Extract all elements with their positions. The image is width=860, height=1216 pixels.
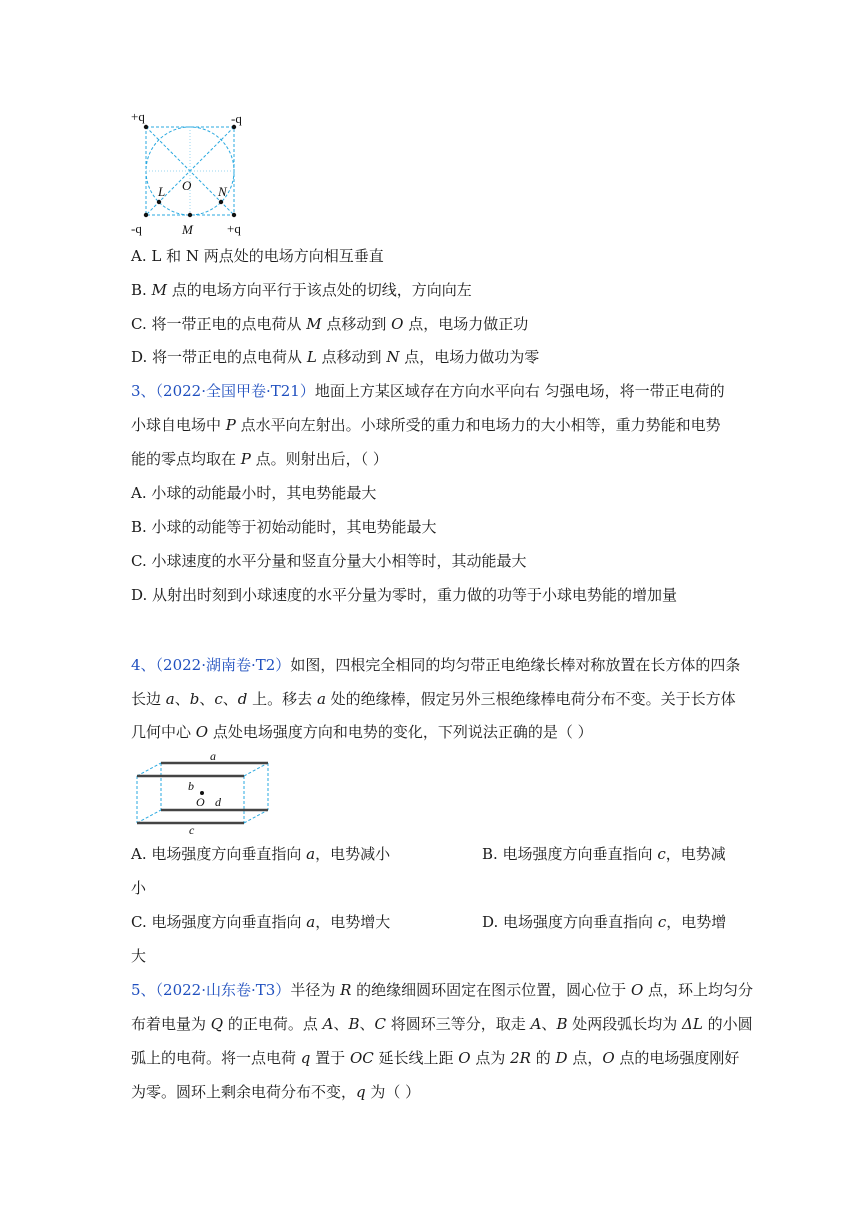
q3-stem-line3: 能的零点均取在 P 点。则射出后，（ ）	[131, 450, 388, 468]
q5-stem-line4: 为零。圆环上剩余电荷分布不变，q 为（ ）	[131, 1083, 421, 1101]
rod-label-d: d	[215, 795, 221, 809]
q4-source: （2022·湖南卷·T2）	[155, 656, 291, 674]
q4-option-b: B. 电场强度方向垂直指向 c，电势减	[482, 845, 726, 863]
label-o: O	[182, 178, 192, 193]
rod-label-c: c	[189, 823, 195, 834]
charge-square-figure	[126, 104, 256, 238]
rod-label-a: a	[210, 749, 216, 763]
rod-label-b: b	[188, 779, 194, 793]
cuboid-rods-figure	[132, 748, 277, 834]
q3-source: （2022·全国甲卷·T21）	[155, 382, 315, 400]
q4-option-c: C. 电场强度方向垂直指向 a，电势增大	[131, 913, 391, 931]
q3-option-c: C. 小球速度的水平分量和竖直分量大小相等时，其动能最大	[131, 552, 527, 570]
q3-number: 3、	[131, 382, 156, 400]
q4-stem-line3: 几何中心 O 点处电场强度方向和电势的变化，下列说法正确的是（ ）	[131, 723, 593, 741]
label-n: N	[218, 184, 227, 199]
q4-option-d: D. 电场强度方向垂直指向 c，电势增	[482, 913, 727, 931]
label-plus-q-br: +q	[227, 221, 241, 236]
q3-option-a: A. 小球的动能最小时，其电势能最大	[131, 484, 377, 502]
label-minus-q-tr: -q	[231, 111, 242, 126]
label-plus-q-tl: +q	[131, 109, 145, 124]
q3-option-b: B. 小球的动能等于初始动能时，其电势能最大	[131, 518, 437, 536]
q3-stem-line2: 小球自电场中 P 点水平向左射出。小球所受的重力和电场力的大小相等，重力势能和电势	[131, 416, 721, 434]
q4-option-d-wrap: 大	[131, 947, 147, 965]
label-l: L	[158, 184, 166, 199]
q4-stem-line2: 长边 a、b、c、d 上。移去 a 处的绝缘棒，假定另外三根绝缘棒电荷分布不变。关于长方体	[131, 690, 736, 708]
q2-option-a: A. L 和 N 两点处的电场方向相互垂直	[131, 247, 384, 265]
q4-option-a: A. 电场强度方向垂直指向 a，电势减小	[131, 845, 391, 863]
q3-stem-line1: 3、（2022·全国甲卷·T21）地面上方某区域存在方向水平向右 匀强电场，将一带正电荷的	[131, 382, 725, 400]
q4-number: 4、	[131, 656, 156, 674]
q3-option-d: D. 从射出时刻到小球速度的水平分量为零时，重力做的功等于小球电势能的增加量	[131, 586, 678, 604]
q2-option-c: C. 将一带正电的点电荷从 M 点移动到 O 点，电场力做正功	[131, 315, 529, 333]
center-label-o: O	[196, 795, 205, 809]
q4-option-b-wrap: 小	[131, 879, 147, 897]
q2-option-d: D. 将一带正电的点电荷从 L 点移动到 N 点，电场力做功为零	[131, 348, 540, 366]
q5-stem-line3: 弧上的电荷。将一点电荷 q 置于 OC 延长线上距 O 点为 2R 的 D 点，O 点的电场强度刚好	[131, 1049, 740, 1067]
label-m: M	[182, 222, 193, 237]
q5-stem-line1: 5、（2022·山东卷·T3）半径为 R 的绝缘细圆环固定在图示位置，圆心位于 O 点，环上均匀分	[131, 981, 754, 999]
q5-stem-line2: 布着电量为 Q 的正电荷。点 A、B、C 将圆环三等分，取走 A、B 处两段弧长均为 ΔL 的小圆	[131, 1015, 753, 1033]
q4-stem-line1: 4、（2022·湖南卷·T2）如图，四根完全相同的均匀带正电绝缘长棒对称放置在长方体的四条	[131, 656, 741, 674]
label-minus-q-bl: -q	[131, 221, 142, 236]
q5-source: （2022·山东卷·T3）	[155, 981, 291, 999]
q2-option-b: B. M 点的电场方向平行于该点处的切线，方向向左	[131, 281, 472, 299]
q5-number: 5、	[131, 981, 156, 999]
